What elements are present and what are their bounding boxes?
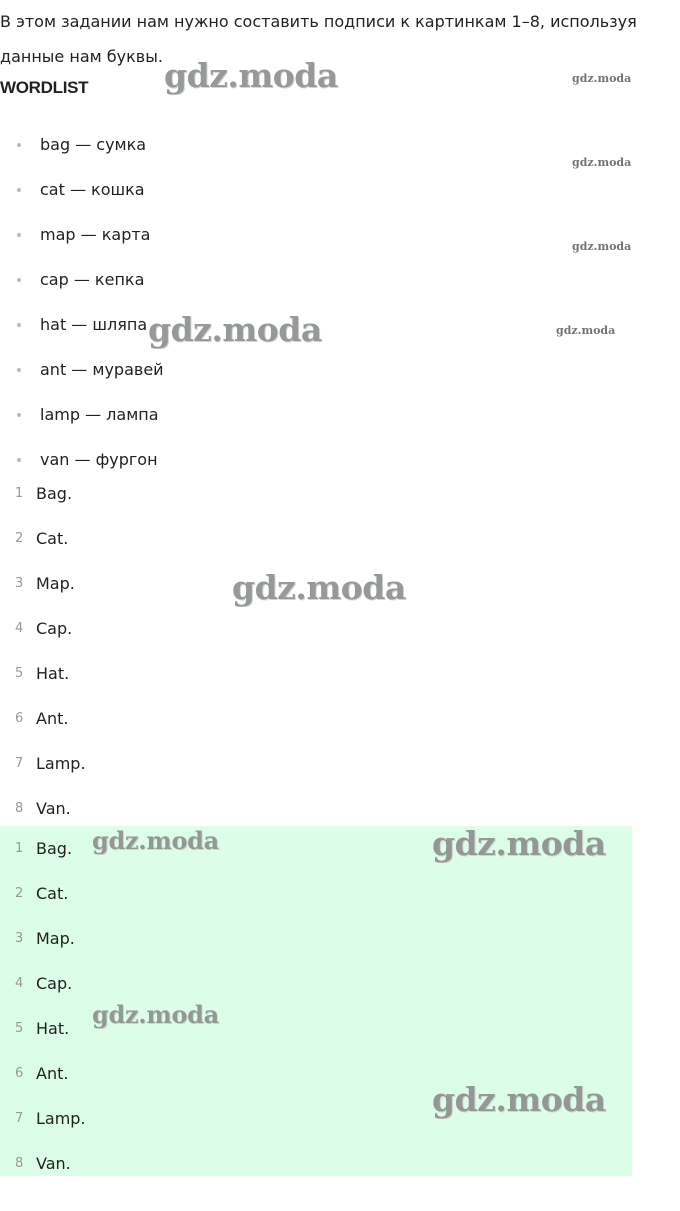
wordlist-entry: van — фургон	[40, 450, 158, 469]
answer-text: Map.	[36, 929, 75, 948]
list-item	[0, 696, 632, 741]
answer-text: Cap.	[36, 974, 73, 993]
list-item	[0, 606, 632, 651]
watermark: gdz.moda	[432, 824, 606, 863]
caption-text: Van.	[36, 799, 71, 818]
item-number: 2	[15, 531, 24, 546]
bullet-icon	[17, 188, 21, 192]
list-item	[0, 257, 600, 302]
bullet-icon	[17, 458, 21, 462]
bullet-icon	[17, 323, 21, 327]
answer-text: Cat.	[36, 884, 69, 903]
list-item	[0, 1051, 632, 1096]
wordlist	[0, 122, 600, 482]
bullet-icon	[17, 413, 21, 417]
item-number: 8	[15, 1156, 24, 1171]
caption-text: Hat.	[36, 664, 70, 683]
bullet-icon	[17, 278, 21, 282]
list-item	[0, 1006, 632, 1051]
bullet-icon	[17, 143, 21, 147]
watermark: gdz.moda	[92, 826, 219, 855]
list-item	[0, 916, 632, 961]
wordlist-entry: bag — сумка	[40, 135, 147, 154]
caption-text: Cat.	[36, 529, 69, 548]
watermark: gdz.moda	[148, 310, 322, 349]
wordlist-entry: map — карта	[40, 225, 151, 244]
item-number: 1	[15, 841, 24, 856]
list-item	[0, 167, 600, 212]
item-number: 8	[15, 801, 24, 816]
watermark: gdz.moda	[572, 72, 632, 85]
wordlist-entry: lamp — лампа	[40, 405, 159, 424]
list-item	[0, 212, 600, 257]
watermark: gdz.moda	[164, 56, 338, 95]
item-number: 6	[15, 711, 24, 726]
item-number: 5	[15, 666, 24, 681]
answer-text: Bag.	[36, 839, 73, 858]
item-number: 3	[15, 931, 24, 946]
item-number: 7	[15, 1111, 24, 1126]
item-number: 2	[15, 886, 24, 901]
watermark: gdz.moda	[572, 156, 632, 169]
watermark: gdz.moda	[556, 324, 616, 337]
answer-text: Van.	[36, 1154, 71, 1173]
watermark: gdz.moda	[232, 568, 406, 607]
watermark: gdz.moda	[572, 240, 632, 253]
list-item	[0, 392, 600, 437]
item-number: 3	[15, 576, 24, 591]
list-item	[0, 651, 632, 696]
watermark: gdz.moda	[432, 1080, 606, 1119]
list-item	[0, 471, 632, 516]
list-item	[0, 741, 632, 786]
wordlist-entry: cat — кошка	[40, 180, 145, 199]
list-item	[0, 516, 632, 561]
caption-text: Bag.	[36, 484, 73, 503]
item-number: 4	[15, 976, 24, 991]
item-number: 5	[15, 1021, 24, 1036]
list-item	[0, 561, 632, 606]
list-item	[0, 122, 600, 167]
list-item	[0, 826, 632, 871]
list-item	[0, 347, 600, 392]
item-number: 7	[15, 756, 24, 771]
bullet-icon	[17, 233, 21, 237]
list-item	[0, 871, 632, 916]
caption-list	[0, 471, 632, 831]
caption-text: Lamp.	[36, 754, 86, 773]
caption-text: Cap.	[36, 619, 73, 638]
list-item	[0, 1096, 632, 1141]
wordlist-heading: WORDLIST	[0, 78, 89, 97]
item-number: 6	[15, 1066, 24, 1081]
intro-text: В этом задании нам нужно составить подписи к картинкам 1–8, используя данные нам буквы.	[0, 12, 637, 66]
list-item	[0, 302, 600, 347]
wordlist-entry: ant — муравей	[40, 360, 164, 379]
item-number: 1	[15, 486, 24, 501]
caption-text: Ant.	[36, 709, 69, 728]
list-item	[0, 961, 632, 1006]
caption-text: Map.	[36, 574, 75, 593]
item-number: 4	[15, 621, 24, 636]
bullet-icon	[17, 368, 21, 372]
watermark: gdz.moda	[92, 1000, 219, 1029]
list-item	[0, 786, 632, 831]
answer-text: Hat.	[36, 1019, 70, 1038]
wordlist-entry: hat — шляпа	[40, 315, 148, 334]
wordlist-entry: cap — кепка	[40, 270, 145, 289]
answer-text: Ant.	[36, 1064, 69, 1083]
list-item	[0, 1141, 632, 1186]
answer-text: Lamp.	[36, 1109, 86, 1128]
answer-list	[0, 826, 632, 1186]
